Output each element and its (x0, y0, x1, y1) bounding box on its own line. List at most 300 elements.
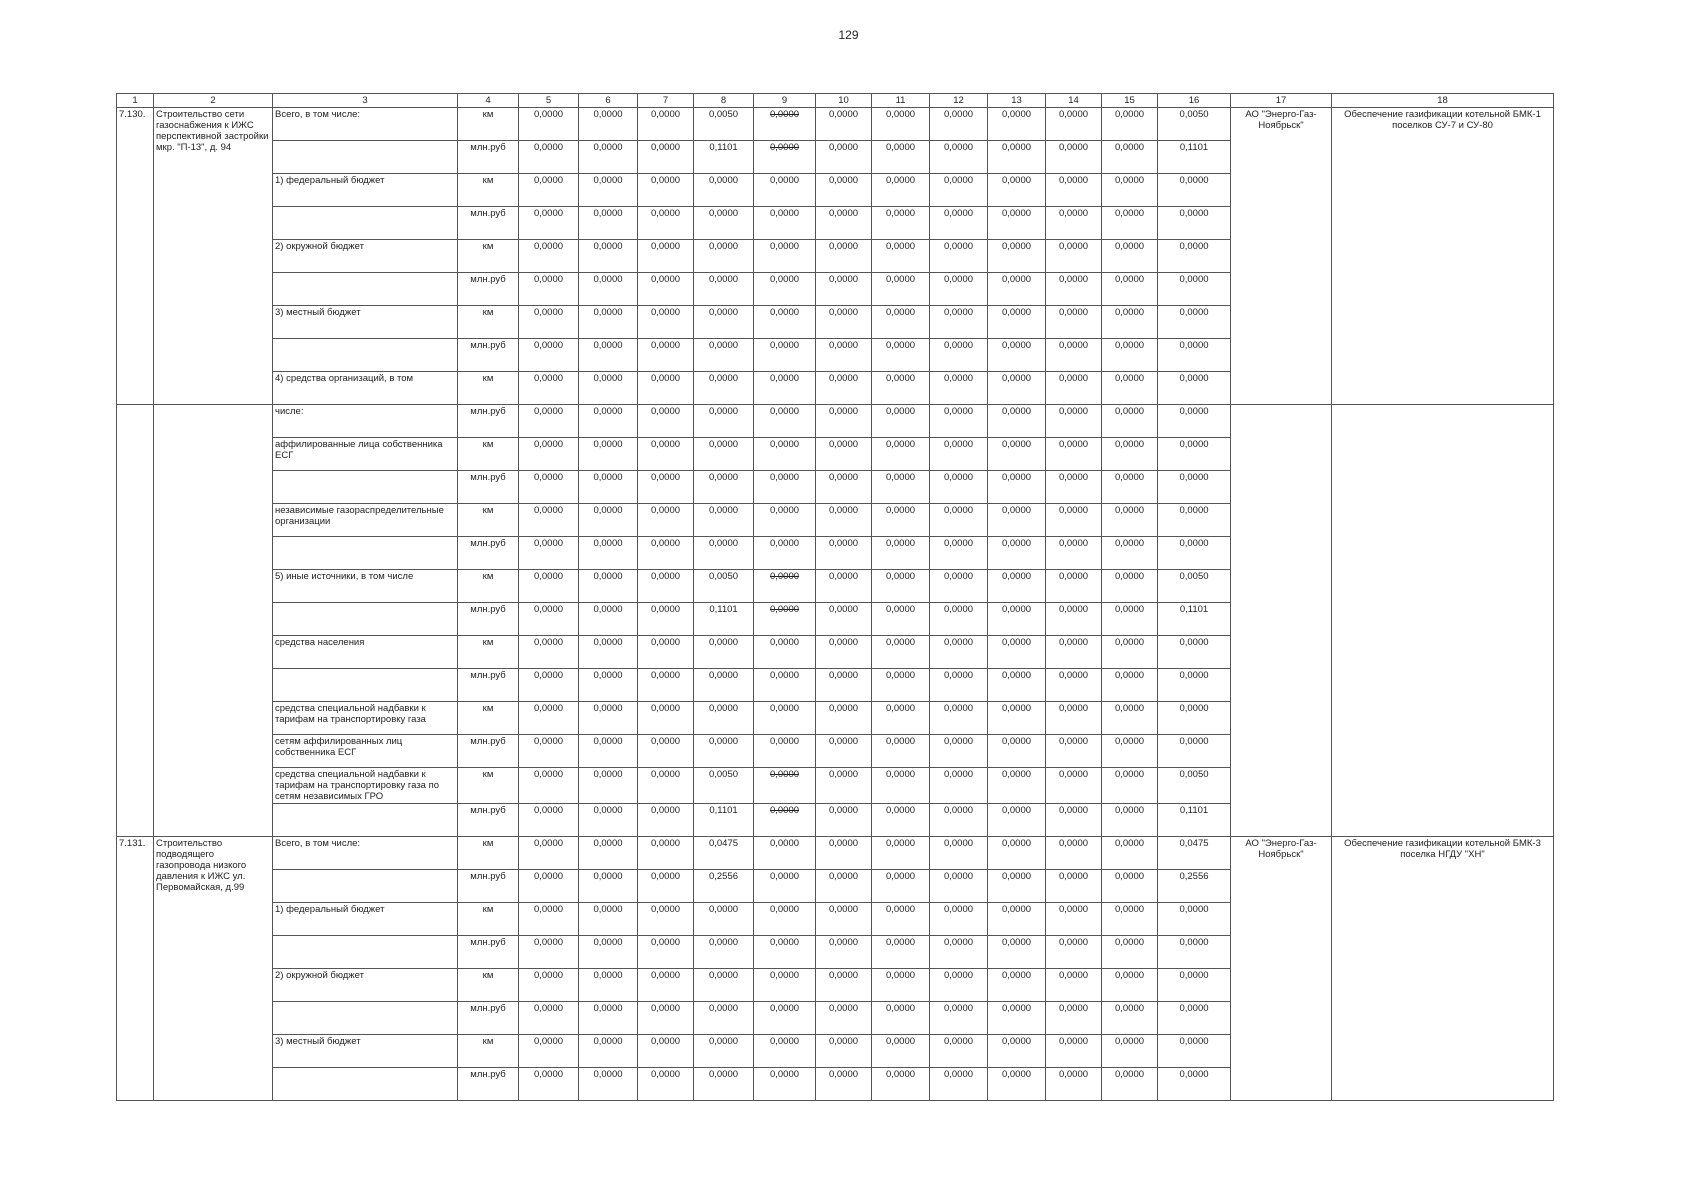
value-cell: 0,0000 (988, 768, 1046, 804)
value-cell: 0,0000 (638, 438, 694, 471)
column-number: 1 (117, 94, 154, 108)
unit-cell: км (458, 438, 519, 471)
value-cell: 0,0000 (930, 903, 988, 936)
value-cell: 0,1101 (694, 804, 754, 837)
value-cell: 0,0000 (930, 405, 988, 438)
value-cell: 0,0000 (638, 669, 694, 702)
unit-cell: млн.руб (458, 1002, 519, 1035)
value-cell: 0,0000 (694, 669, 754, 702)
value-cell: 0,0000 (754, 471, 816, 504)
value-cell: 0,0000 (930, 339, 988, 372)
table-row (117, 405, 1554, 438)
value-cell: 0,0000 (872, 306, 930, 339)
value-cell: 0,0000 (872, 240, 930, 273)
funding-source-label: 2) окружной бюджет (273, 240, 458, 273)
value-cell: 0,0000 (988, 141, 1046, 174)
value-cell: 0,0000 (694, 240, 754, 273)
value-cell: 0,1101 (1158, 603, 1231, 636)
column-number: 9 (754, 94, 816, 108)
value-cell: 0,0000 (638, 936, 694, 969)
value-cell: 0,0000 (1046, 405, 1102, 438)
value-cell: 0,0000 (754, 669, 816, 702)
value-cell: 0,0000 (872, 438, 930, 471)
value-cell: 0,0000 (1046, 768, 1102, 804)
value-cell: 0,0000 (816, 372, 872, 405)
value-cell: 0,0000 (930, 804, 988, 837)
value-cell: 0,0000 (816, 768, 872, 804)
value-cell: 0,0000 (1102, 669, 1158, 702)
value-cell: 0,0000 (930, 870, 988, 903)
column-number: 6 (579, 94, 638, 108)
value-cell: 0,0000 (579, 537, 638, 570)
value-cell: 0,0000 (1158, 969, 1231, 1002)
value-cell: 0,0000 (694, 372, 754, 405)
value-cell: 0,0000 (1158, 636, 1231, 669)
value-cell: 0,0000 (816, 438, 872, 471)
column-number: 4 (458, 94, 519, 108)
unit-cell: км (458, 903, 519, 936)
value-cell: 0,0000 (816, 570, 872, 603)
value-cell: 0,0000 (872, 108, 930, 141)
column-number: 12 (930, 94, 988, 108)
funding-source-label (273, 537, 458, 570)
funding-source-label: Всего, в том числе: (273, 108, 458, 141)
value-cell: 0,0000 (519, 537, 579, 570)
value-cell: 0,0000 (988, 240, 1046, 273)
value-cell: 0,0000 (579, 969, 638, 1002)
value-cell: 0,0000 (1102, 273, 1158, 306)
unit-cell: млн.руб (458, 141, 519, 174)
value-cell: 0,0000 (1102, 837, 1158, 870)
value-cell: 0,0000 (519, 1002, 579, 1035)
value-cell: 0,0000 (579, 405, 638, 438)
value-cell: 0,0000 (872, 372, 930, 405)
value-cell: 0,0000 (1102, 471, 1158, 504)
value-cell: 0,0000 (519, 207, 579, 240)
value-cell: 0,0000 (754, 306, 816, 339)
value-cell: 0,0000 (816, 1035, 872, 1068)
column-number: 18 (1332, 94, 1554, 108)
value-cell: 0,0000 (872, 174, 930, 207)
value-cell: 0,0000 (754, 537, 816, 570)
value-cell: 0,0000 (694, 174, 754, 207)
value-cell: 0,0000 (1102, 141, 1158, 174)
value-cell: 0,0000 (519, 339, 579, 372)
value-cell: 0,0000 (579, 837, 638, 870)
value-cell: 0,0000 (1046, 438, 1102, 471)
unit-cell: млн.руб (458, 471, 519, 504)
value-cell: 0,0000 (579, 870, 638, 903)
value-cell: 0,0000 (638, 141, 694, 174)
value-cell: 0,0000 (754, 702, 816, 735)
unit-cell: млн.руб (458, 207, 519, 240)
value-cell: 0,0000 (519, 240, 579, 273)
unit-cell: км (458, 702, 519, 735)
value-cell: 0,0000 (872, 273, 930, 306)
value-cell: 0,0000 (1046, 837, 1102, 870)
value-cell: 0,0000 (754, 405, 816, 438)
value-cell: 0,0000 (1102, 735, 1158, 768)
unit-cell: млн.руб (458, 603, 519, 636)
value-cell: 0,0000 (519, 438, 579, 471)
value-cell: 0,0000 (988, 273, 1046, 306)
unit-cell: млн.руб (458, 537, 519, 570)
value-cell: 0,0000 (872, 1035, 930, 1068)
value-cell: 0,0000 (1102, 570, 1158, 603)
value-cell: 0,0000 (988, 537, 1046, 570)
value-cell: 0,0000 (1102, 207, 1158, 240)
value-cell: 0,0000 (519, 936, 579, 969)
value-cell: 0,0000 (694, 207, 754, 240)
value-cell: 0,0000 (930, 1068, 988, 1101)
value-cell: 0,0000 (1158, 273, 1231, 306)
funding-source-label: 5) иные источники, в том числе (273, 570, 458, 603)
value-cell: 0,0000 (988, 108, 1046, 141)
value-cell: 0,0000 (519, 702, 579, 735)
funding-source-label: независимые газораспределительные организации (273, 504, 458, 537)
value-cell: 0,0000 (519, 903, 579, 936)
unit-cell: млн.руб (458, 870, 519, 903)
value-cell: 0,0000 (872, 207, 930, 240)
value-cell: 0,0000 (1158, 174, 1231, 207)
value-cell: 0,0000 (930, 537, 988, 570)
item-number: 7.131. (117, 837, 154, 1101)
value-cell: 0,0000 (579, 1002, 638, 1035)
value-cell: 0,0000 (754, 1068, 816, 1101)
value-cell: 0,0000 (1102, 174, 1158, 207)
value-cell: 0,0000 (754, 870, 816, 903)
unit-cell: км (458, 174, 519, 207)
value-cell: 0,0000 (930, 273, 988, 306)
value-cell: 0,0000 (694, 273, 754, 306)
value-cell: 0,0000 (1102, 768, 1158, 804)
value-cell: 0,0000 (754, 768, 816, 804)
unit-cell: млн.руб (458, 669, 519, 702)
value-cell: 0,0000 (816, 240, 872, 273)
value-cell: 0,0000 (988, 372, 1046, 405)
value-cell: 0,0000 (816, 804, 872, 837)
value-cell: 0,0000 (519, 504, 579, 537)
column-number: 15 (1102, 94, 1158, 108)
organization-name: АО "Энерго-Газ-Ноябрьск" (1231, 108, 1332, 405)
value-cell: 0,0000 (1158, 669, 1231, 702)
unit-cell: млн.руб (458, 804, 519, 837)
value-cell: 0,0000 (638, 636, 694, 669)
value-cell: 0,0000 (988, 903, 1046, 936)
value-cell: 0,0475 (694, 837, 754, 870)
value-cell: 0,0000 (1102, 339, 1158, 372)
value-cell: 0,0000 (754, 837, 816, 870)
value-cell: 0,0000 (638, 603, 694, 636)
organization-name (1231, 405, 1332, 837)
value-cell: 0,0000 (1046, 141, 1102, 174)
value-cell: 0,0000 (1158, 240, 1231, 273)
value-cell: 0,0000 (1102, 108, 1158, 141)
value-cell: 0,0000 (1158, 903, 1231, 936)
value-cell: 0,0000 (638, 174, 694, 207)
value-cell: 0,0000 (816, 405, 872, 438)
unit-cell: км (458, 108, 519, 141)
value-cell: 0,0000 (519, 1035, 579, 1068)
value-cell: 0,0000 (1046, 603, 1102, 636)
value-cell: 0,0000 (519, 804, 579, 837)
value-cell: 0,0000 (694, 438, 754, 471)
value-cell: 0,0000 (872, 804, 930, 837)
value-cell: 0,0000 (754, 804, 816, 837)
value-cell: 0,0000 (930, 702, 988, 735)
value-cell: 0,0000 (1158, 306, 1231, 339)
funding-source-label (273, 141, 458, 174)
funding-source-label (273, 804, 458, 837)
value-cell: 0,0000 (1102, 804, 1158, 837)
value-cell: 0,1101 (694, 603, 754, 636)
value-cell: 0,0000 (1158, 1002, 1231, 1035)
value-cell: 0,0000 (988, 174, 1046, 207)
value-cell: 0,0000 (930, 1035, 988, 1068)
value-cell: 0,0000 (638, 702, 694, 735)
item-name: Строительство подводящего газопровода низкого давления к ИЖС ул. Первомайская, д.99 (154, 837, 273, 1101)
value-cell: 0,0000 (872, 570, 930, 603)
value-cell: 0,0000 (872, 636, 930, 669)
value-cell: 0,0000 (754, 570, 816, 603)
value-cell: 0,0000 (1102, 504, 1158, 537)
value-cell: 0,0000 (816, 273, 872, 306)
funding-source-label: сетям аффилированных лиц собственника ЕСГ (273, 735, 458, 768)
value-cell: 0,0000 (519, 1068, 579, 1101)
value-cell: 0,0000 (694, 702, 754, 735)
funding-source-label (273, 339, 458, 372)
unit-cell: км (458, 372, 519, 405)
value-cell: 0,0000 (579, 603, 638, 636)
value-cell: 0,0000 (1046, 372, 1102, 405)
value-cell: 0,0000 (930, 504, 988, 537)
funding-source-label (273, 207, 458, 240)
value-cell: 0,0000 (872, 936, 930, 969)
value-cell: 0,0000 (816, 870, 872, 903)
value-cell: 0,0000 (988, 735, 1046, 768)
value-cell: 0,0000 (816, 837, 872, 870)
value-cell: 0,0000 (694, 969, 754, 1002)
value-cell: 0,0000 (694, 339, 754, 372)
unit-cell: км (458, 240, 519, 273)
value-cell: 0,0000 (816, 108, 872, 141)
value-cell: 0,0000 (638, 207, 694, 240)
value-cell: 0,0000 (872, 1002, 930, 1035)
column-number: 2 (154, 94, 273, 108)
unit-cell: км (458, 306, 519, 339)
value-cell: 0,0000 (1046, 273, 1102, 306)
value-cell: 0,0000 (1102, 903, 1158, 936)
value-cell: 0,0000 (816, 1002, 872, 1035)
value-cell: 0,0000 (816, 1068, 872, 1101)
value-cell: 0,0000 (872, 669, 930, 702)
value-cell: 0,0000 (872, 768, 930, 804)
value-cell: 0,0000 (930, 471, 988, 504)
value-cell: 0,0000 (1046, 339, 1102, 372)
value-cell: 0,0000 (638, 537, 694, 570)
funding-source-label (273, 471, 458, 504)
value-cell: 0,0000 (988, 702, 1046, 735)
value-cell: 0,0000 (816, 702, 872, 735)
value-cell: 0,0000 (930, 837, 988, 870)
value-cell: 0,0000 (1102, 636, 1158, 669)
value-cell: 0,0000 (816, 537, 872, 570)
value-cell: 0,2556 (1158, 870, 1231, 903)
value-cell: 0,0000 (579, 273, 638, 306)
column-number: 14 (1046, 94, 1102, 108)
value-cell: 0,0000 (754, 108, 816, 141)
value-cell: 0,0000 (1102, 1035, 1158, 1068)
value-cell: 0,0000 (930, 438, 988, 471)
value-cell: 0,0000 (754, 504, 816, 537)
value-cell: 0,0000 (872, 339, 930, 372)
value-cell: 0,0000 (816, 471, 872, 504)
value-cell: 0,0000 (519, 174, 579, 207)
value-cell: 0,0000 (988, 936, 1046, 969)
value-cell: 0,0000 (579, 903, 638, 936)
value-cell: 0,0000 (988, 1002, 1046, 1035)
value-cell: 0,0000 (988, 570, 1046, 603)
value-cell: 0,0000 (754, 141, 816, 174)
value-cell: 0,0000 (754, 636, 816, 669)
value-cell: 0,0000 (872, 903, 930, 936)
value-cell: 0,0000 (930, 207, 988, 240)
column-number: 5 (519, 94, 579, 108)
value-cell: 0,1101 (1158, 141, 1231, 174)
funding-source-label: средства специальной надбавки к тарифам на транспортировку газа по сетям независимых ГРО (273, 768, 458, 804)
value-cell: 0,0050 (1158, 108, 1231, 141)
column-number: 17 (1231, 94, 1332, 108)
unit-cell: млн.руб (458, 735, 519, 768)
column-number: 7 (638, 94, 694, 108)
value-cell: 0,0000 (638, 471, 694, 504)
value-cell: 0,0000 (579, 306, 638, 339)
value-cell: 0,0000 (754, 735, 816, 768)
value-cell: 0,0000 (1102, 438, 1158, 471)
value-cell: 0,0000 (579, 768, 638, 804)
page-number: 129 (838, 28, 859, 42)
funding-source-label: средства специальной надбавки к тарифам на транспортировку газа (273, 702, 458, 735)
funding-source-label: 4) средства организаций, в том (273, 372, 458, 405)
funding-source-label (273, 669, 458, 702)
value-cell: 0,0000 (930, 969, 988, 1002)
value-cell: 0,0000 (988, 306, 1046, 339)
value-cell: 0,0000 (638, 1068, 694, 1101)
value-cell: 0,0000 (754, 969, 816, 1002)
value-cell: 0,0000 (579, 669, 638, 702)
item-name: Строительство сети газоснабжения к ИЖС перспективной застройки мкр. "П-13", д. 94 (154, 108, 273, 405)
value-cell: 0,0000 (754, 174, 816, 207)
investment-program-table (116, 93, 1554, 1101)
value-cell: 0,0000 (519, 108, 579, 141)
value-cell: 0,0000 (754, 372, 816, 405)
value-cell: 0,0000 (1046, 804, 1102, 837)
funding-source-label: 1) федеральный бюджет (273, 174, 458, 207)
value-cell: 0,0000 (930, 372, 988, 405)
value-cell: 0,0000 (816, 207, 872, 240)
value-cell: 0,0000 (519, 570, 579, 603)
value-cell: 0,0000 (1102, 1068, 1158, 1101)
value-cell: 0,0000 (988, 603, 1046, 636)
value-cell: 0,0000 (930, 1002, 988, 1035)
value-cell: 0,0000 (1158, 207, 1231, 240)
value-cell: 0,0000 (1158, 936, 1231, 969)
value-cell: 0,0000 (1158, 438, 1231, 471)
value-cell: 0,0000 (988, 1035, 1046, 1068)
unit-cell: млн.руб (458, 273, 519, 306)
value-cell: 0,0000 (872, 471, 930, 504)
value-cell: 0,0000 (1158, 405, 1231, 438)
value-cell: 0,0000 (638, 273, 694, 306)
funding-source-label: 1) федеральный бюджет (273, 903, 458, 936)
value-cell: 0,0000 (988, 837, 1046, 870)
value-cell: 0,0000 (638, 969, 694, 1002)
column-number: 13 (988, 94, 1046, 108)
unit-cell: млн.руб (458, 405, 519, 438)
value-cell: 0,0050 (694, 108, 754, 141)
value-cell: 0,0000 (754, 936, 816, 969)
value-cell: 0,0000 (930, 240, 988, 273)
value-cell: 0,0000 (872, 141, 930, 174)
table-row (117, 108, 1554, 141)
unit-cell: км (458, 636, 519, 669)
unit-cell: млн.руб (458, 1068, 519, 1101)
funding-source-label: 2) окружной бюджет (273, 969, 458, 1002)
value-cell: 0,0000 (519, 969, 579, 1002)
value-cell: 0,0000 (1046, 537, 1102, 570)
value-cell: 0,0000 (872, 870, 930, 903)
value-cell: 0,0000 (694, 1035, 754, 1068)
unit-cell: км (458, 1035, 519, 1068)
value-cell: 0,0000 (1046, 471, 1102, 504)
value-cell: 0,0000 (1102, 1002, 1158, 1035)
value-cell: 0,0000 (754, 240, 816, 273)
value-cell: 0,0000 (1102, 405, 1158, 438)
value-cell: 0,0000 (694, 537, 754, 570)
item-name (154, 405, 273, 837)
value-cell: 0,0000 (579, 471, 638, 504)
value-cell: 0,0000 (1046, 207, 1102, 240)
value-cell: 0,0000 (1158, 372, 1231, 405)
value-cell: 0,0000 (988, 669, 1046, 702)
value-cell: 0,0000 (988, 804, 1046, 837)
value-cell: 0,2556 (694, 870, 754, 903)
value-cell: 0,0000 (1046, 240, 1102, 273)
funding-source-label: числе: (273, 405, 458, 438)
value-cell: 0,0000 (579, 141, 638, 174)
value-cell: 0,0000 (638, 372, 694, 405)
value-cell: 0,0000 (1102, 603, 1158, 636)
value-cell: 0,0000 (930, 735, 988, 768)
value-cell: 0,0000 (816, 669, 872, 702)
value-cell: 0,0000 (872, 405, 930, 438)
value-cell: 0,0000 (816, 603, 872, 636)
value-cell: 0,0000 (1046, 969, 1102, 1002)
value-cell: 0,0000 (816, 969, 872, 1002)
column-number: 3 (273, 94, 458, 108)
value-cell: 0,0000 (519, 405, 579, 438)
value-cell: 0,0000 (1046, 669, 1102, 702)
value-cell: 0,0000 (1046, 1035, 1102, 1068)
value-cell: 0,0000 (816, 141, 872, 174)
value-cell: 0,0000 (872, 537, 930, 570)
value-cell: 0,0000 (988, 504, 1046, 537)
project-purpose (1332, 405, 1554, 837)
value-cell: 0,0000 (694, 936, 754, 969)
funding-source-label (273, 603, 458, 636)
value-cell: 0,1101 (694, 141, 754, 174)
value-cell: 0,0000 (519, 870, 579, 903)
